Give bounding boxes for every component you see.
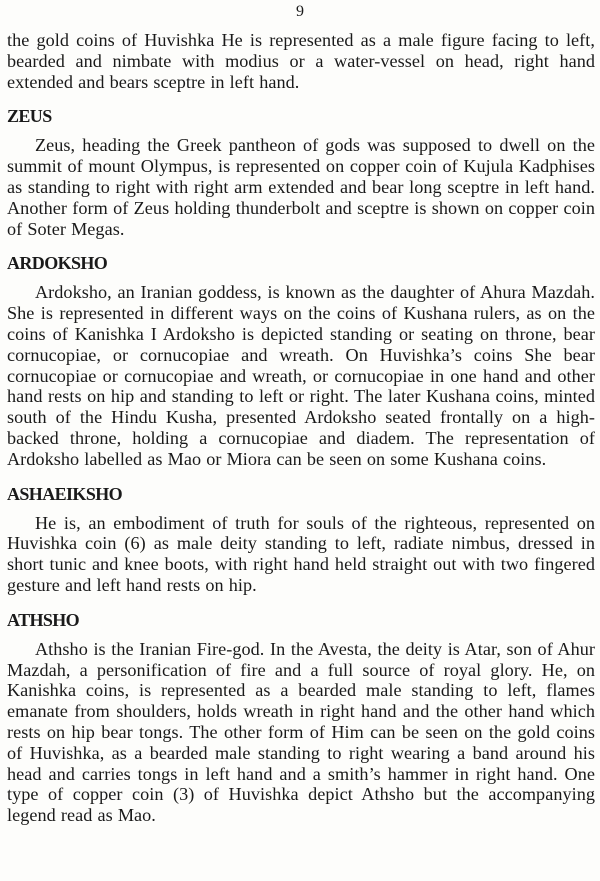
spacer — [7, 596, 595, 610]
section-body: Zeus, heading the Greek pantheon of gods was supposed to dwell on the summit of mount Olympus, is represented on copper coin of Kujula Kadphises as standing to right with right arm extended and bear long sceptre in left hand. Another form of Zeus holding thunderbolt and sceptre is shown on copper coin of Soter Megas. — [7, 135, 595, 239]
spacer — [7, 239, 595, 253]
section-heading: ATHSHO — [7, 609, 80, 630]
spacer — [7, 470, 595, 484]
spacer — [7, 630, 595, 639]
section-ardoksho — [7, 253, 595, 469]
spacer — [7, 504, 595, 513]
spacer — [7, 126, 595, 135]
intro-paragraph: the gold coins of Huvishka He is represented as a male figure facing to left, bearded and nimbate with modius or a water-vessel on head, right hand extended and bears sceptre in left hand. — [7, 30, 595, 92]
section-heading: ZEUS — [7, 106, 52, 127]
section-zeus — [7, 106, 595, 239]
section-heading: ARDOKSHO — [7, 253, 108, 274]
spacer — [7, 273, 595, 282]
section-body: Athsho is the Iranian Fire-god. In the Avesta, the deity is Atar, son of Ahur Mazdah, a personification of fire and a full source of royal glory. He, on Kanishka coins, is represented as a bearded male standing to left, flames emanate from shoulders, holds wreath in right hand and the other hand which rests on hip bear tongs. The other form of Him can be seen on the gold coins of Huvishka, as a bearded male standing to right wearing a band around his head and carries tongs in left hand and a smith’s hammer in right hand. One type of copper coin (3) of Huvishka depict Athsho but the accompanying legend read as Mao. — [7, 638, 595, 826]
spacer — [7, 92, 595, 106]
section-body: Ardoksho, an Iranian goddess, is known as the daughter of Ahura Mazdah. She is represented in different ways on the coins of Kushana rulers, as on the coins of Kanishka I Ardoksho is depicted standing or seating on throne, bear cornucopiae, or cornucopiae and wreath. On Huvishka’s coins She bear cornucopiae or cornucopiae and wreath, or cornucopiae in one hand and other hand rests on hip and standing to left or right. The later Kushana coins, minted south of the Hindu Kusha, presented Ardoksho seated frontally on a high-backed throne, holding a cornucopiae and diadem. The representation of Ardoksho labelled as Mao or Miora can be seen on some Kushana coins. — [7, 282, 595, 469]
section-body: He is, an embodiment of truth for souls of the righteous, represented on Huvishka coin (6) as male deity standing to left, radiate nimbus, dressed in short tunic and knee boots, with right hand held straight out with two fingered gesture and left hand rests on hip. — [7, 512, 595, 595]
page-content — [7, 30, 595, 826]
section-ashaeiksho — [7, 484, 595, 596]
page-number: 9 — [296, 3, 304, 20]
section-heading: ASHAEIKSHO — [7, 483, 123, 504]
section-athsho — [7, 610, 595, 826]
